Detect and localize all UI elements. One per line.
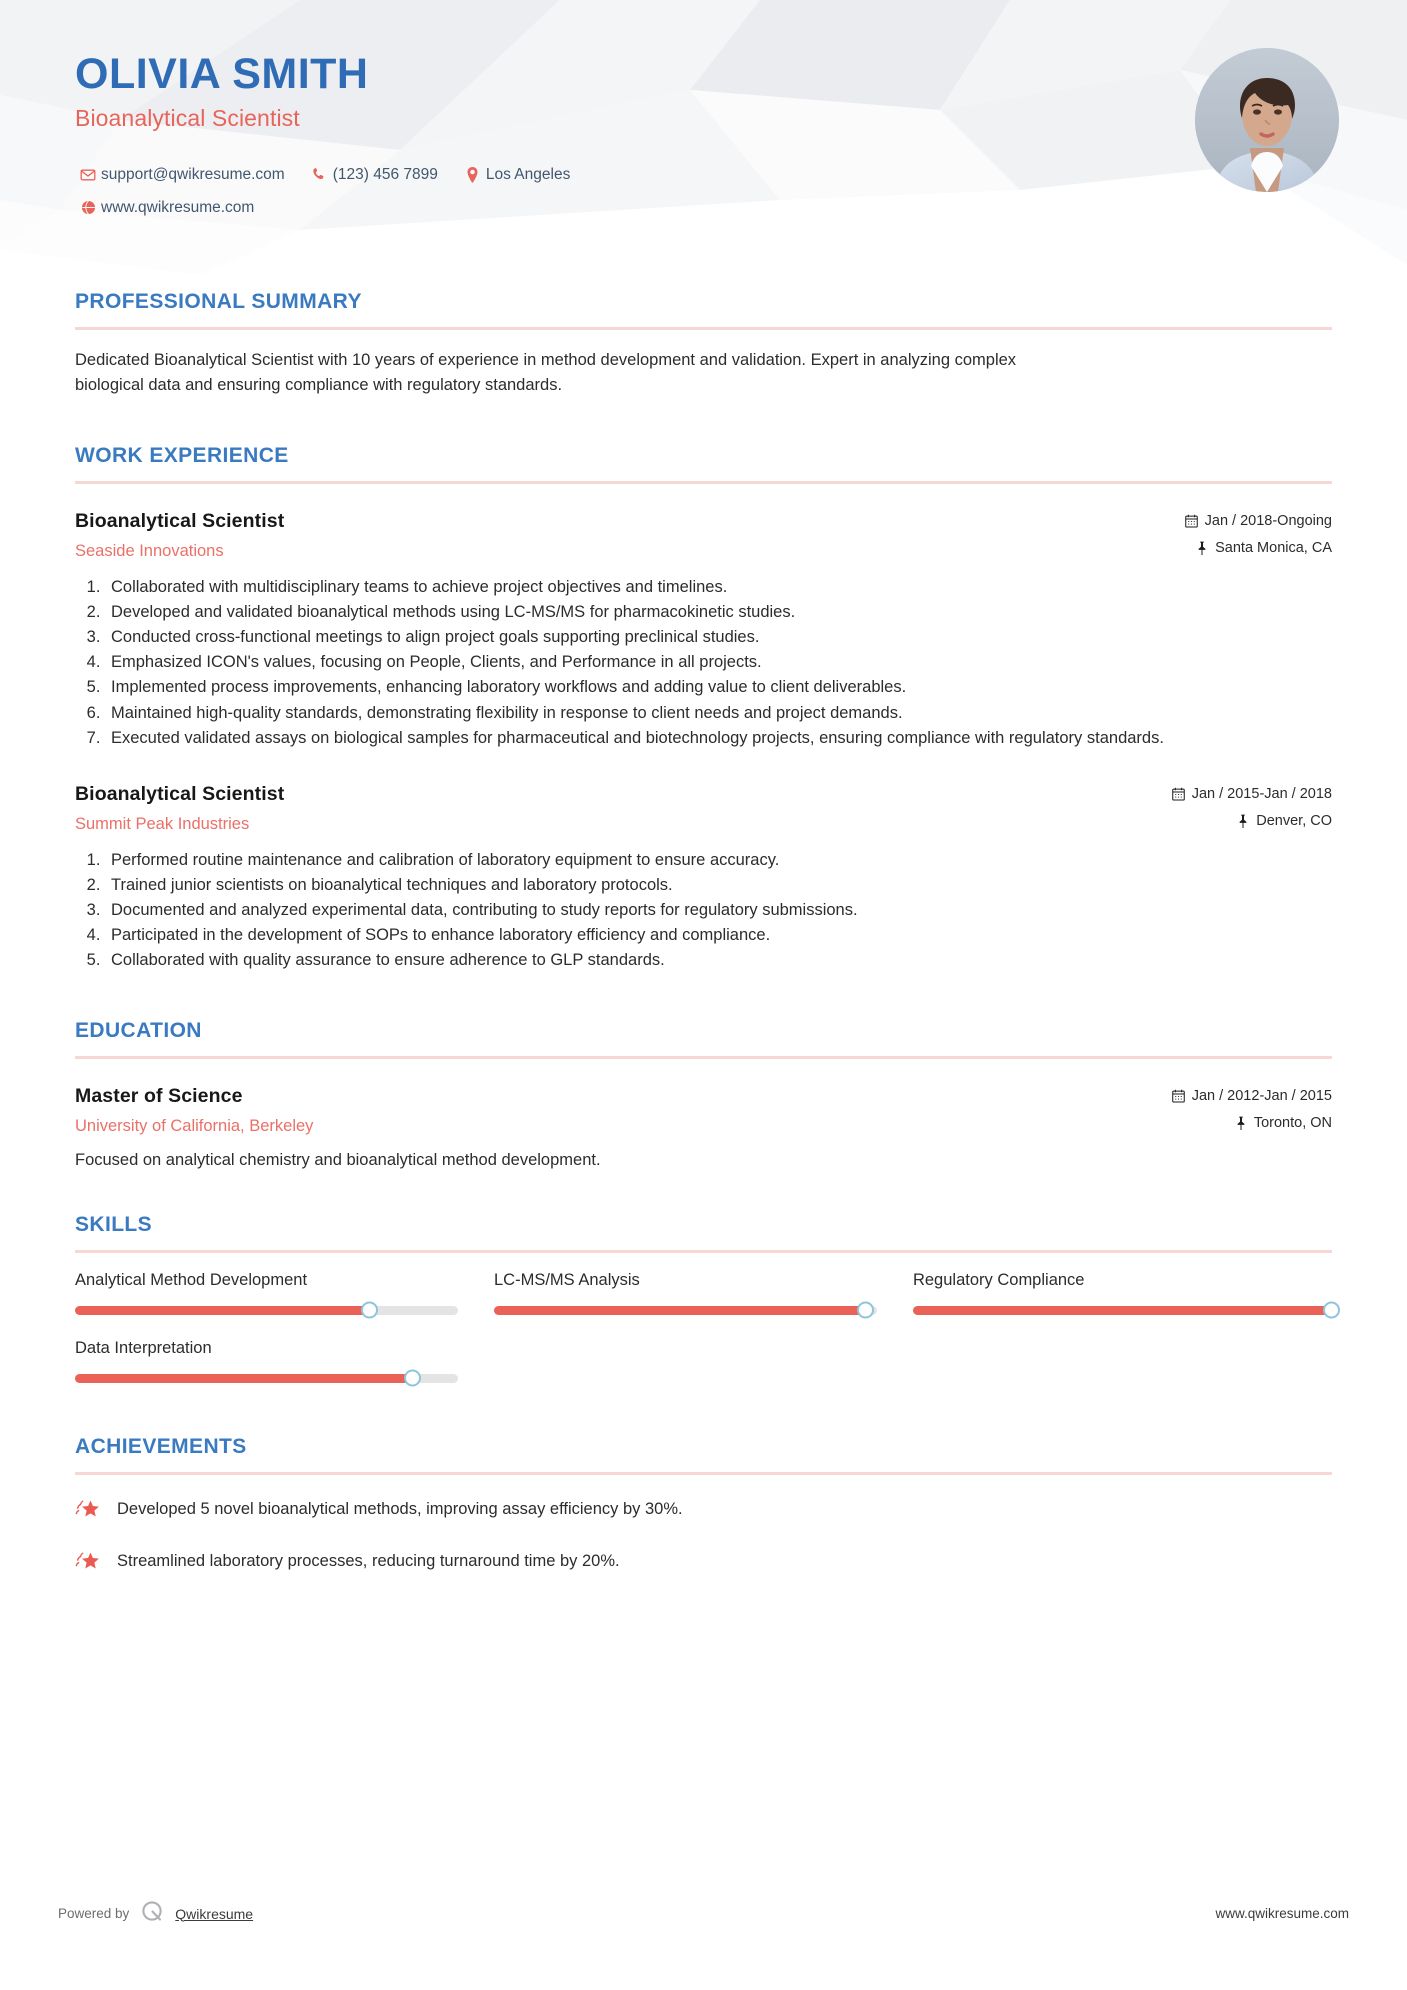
job-location xyxy=(1185,540,1332,556)
section-divider xyxy=(75,1472,1332,1475)
achievement-text: Streamlined laboratory processes, reducing turnaround time by 20%. xyxy=(117,1551,620,1570)
qwikresume-logo-icon xyxy=(139,1899,165,1928)
contact-location-text: Los Angeles xyxy=(485,165,571,183)
contact-phone-text: (123) 456 7899 xyxy=(332,165,438,183)
job-bullet: 5. Implemented process improvements, enhancing laboratory workflows and adding value to client deliverables. xyxy=(105,675,1332,700)
work-entry xyxy=(75,510,1332,751)
section-title-education: EDUCATION xyxy=(75,1019,202,1043)
skill-slider-knob[interactable] xyxy=(857,1302,874,1319)
section-divider xyxy=(75,1056,1332,1059)
skill-slider-knob[interactable] xyxy=(404,1370,421,1387)
section-title-work: WORK EXPERIENCE xyxy=(75,444,289,468)
skill-label: LC-MS/MS Analysis xyxy=(493,1270,640,1289)
skill-item xyxy=(75,1339,494,1383)
education-dates xyxy=(1172,1088,1332,1104)
skill-slider-fill xyxy=(75,1306,370,1315)
spacer xyxy=(75,1173,1332,1213)
education-entry-left xyxy=(75,1085,1172,1136)
skill-item xyxy=(913,1271,1332,1315)
skill-slider[interactable] xyxy=(494,1306,877,1315)
job-dates-text: Jan / 2018-Ongoing xyxy=(1204,513,1332,530)
contact-row-secondary xyxy=(75,191,1407,224)
profile-photo xyxy=(1195,48,1339,192)
job-bullet: 1. Performed routine maintenance and calibration of laboratory equipment to ensure accuracy. xyxy=(105,848,1332,873)
skill-slider-knob[interactable] xyxy=(361,1302,378,1319)
envelope-icon xyxy=(75,167,101,183)
achievement-item xyxy=(75,1497,1332,1527)
contact-row-primary xyxy=(75,158,1407,191)
skill-slider-knob[interactable] xyxy=(1323,1302,1340,1319)
work-entry-left xyxy=(75,783,1172,834)
contact-email-text: support@qwikresume.com xyxy=(101,165,285,183)
candidate-name: OLIVIA SMITH xyxy=(75,50,369,98)
section-divider xyxy=(75,327,1332,330)
work-entry xyxy=(75,783,1332,973)
job-title: Bioanalytical Scientist xyxy=(75,510,285,533)
section-education xyxy=(75,1019,1332,1173)
job-dates xyxy=(1185,513,1332,529)
job-bullet: 4. Emphasized ICON's values, focusing on People, Clients, and Performance in all projects. xyxy=(105,650,1332,675)
job-bullet: 3. Documented and analyzed experimental data, contributing to study reports for regulatory submissions. xyxy=(105,898,1332,923)
section-divider xyxy=(75,1250,1332,1253)
calendar-icon xyxy=(1185,514,1198,528)
section-title-achievements: ACHIEVEMENTS xyxy=(75,1434,247,1458)
spacer xyxy=(75,1407,1332,1435)
job-bullet: 4. Participated in the development of SOPs to enhance laboratory efficiency and compliance. xyxy=(105,923,1332,948)
map-pin-icon xyxy=(460,167,486,183)
section-skills xyxy=(75,1213,1332,1407)
contact-phone[interactable] xyxy=(307,166,438,184)
skill-label: Data Interpretation xyxy=(75,1338,212,1357)
education-location xyxy=(1172,1115,1332,1131)
skill-slider[interactable] xyxy=(75,1374,458,1383)
skill-slider-fill xyxy=(75,1374,412,1383)
powered-by-label: Powered by xyxy=(58,1906,130,1921)
job-bullet: 5. Collaborated with quality assurance to ensure adherence to GLP standards. xyxy=(105,948,1332,973)
skill-item xyxy=(494,1271,913,1315)
job-bullet-list xyxy=(75,575,1332,751)
skill-slider-fill xyxy=(913,1306,1332,1315)
section-achievements xyxy=(75,1435,1332,1579)
job-dates-text: Jan / 2015-Jan / 2018 xyxy=(1191,785,1332,802)
skills-grid xyxy=(75,1271,1332,1407)
achievement-list xyxy=(75,1497,1332,1579)
work-entry-header xyxy=(75,510,1332,561)
qwikresume-brand-link[interactable]: Qwikresume xyxy=(175,1905,254,1922)
spacer xyxy=(75,973,1332,1019)
contact-email[interactable] xyxy=(75,166,285,184)
avatar xyxy=(1195,48,1339,192)
education-location-text: Toronto, ON xyxy=(1253,1115,1332,1132)
company-name: Summit Peak Industries xyxy=(75,814,250,833)
job-bullet: 6. Maintained high-quality standards, demonstrating flexibility in response to client needs and project demands. xyxy=(105,701,1332,726)
spacer xyxy=(75,398,1332,444)
shooting-star-icon xyxy=(75,1497,103,1527)
education-dates-text: Jan / 2012-Jan / 2015 xyxy=(1191,1088,1332,1105)
summary-text: Dedicated Bioanalytical Scientist with 10 years of experience in method development and validation. Expert in analyzing complex biological data and ensuring compliance with regulatory standards. xyxy=(75,351,1017,395)
shooting-star-icon xyxy=(75,1549,103,1579)
contact-website-text: www.qwikresume.com xyxy=(101,198,255,216)
contact-info xyxy=(75,158,1407,224)
section-professional-summary xyxy=(75,290,1332,398)
job-bullet: 3. Conducted cross-functional meetings to align project goals supporting preclinical studies. xyxy=(105,625,1332,650)
education-entry xyxy=(75,1085,1332,1173)
job-bullet: 2. Trained junior scientists on bioanalytical techniques and laboratory protocols. xyxy=(105,873,1332,898)
calendar-icon xyxy=(1172,787,1185,801)
school-name: University of California, Berkeley xyxy=(75,1117,314,1136)
resume-header xyxy=(0,0,1407,290)
education-entry-meta xyxy=(1172,1085,1332,1131)
globe-icon xyxy=(75,200,101,215)
section-work-experience xyxy=(75,444,1332,973)
degree-title: Master of Science xyxy=(75,1085,243,1108)
powered-by xyxy=(58,1899,253,1928)
contact-location xyxy=(460,166,570,184)
pushpin-icon xyxy=(1237,814,1249,828)
job-title: Bioanalytical Scientist xyxy=(75,782,285,805)
job-dates xyxy=(1172,786,1332,802)
achievement-text: Developed 5 novel bioanalytical methods, improving assay efficiency by 30%. xyxy=(117,1499,683,1518)
skill-label: Analytical Method Development xyxy=(75,1270,308,1289)
pushpin-icon xyxy=(1235,1116,1247,1130)
work-entry-meta xyxy=(1185,510,1332,556)
job-location-text: Denver, CO xyxy=(1256,812,1332,829)
education-note: Focused on analytical chemistry and bioanalytical method development. xyxy=(75,1151,601,1170)
company-name: Seaside Innovations xyxy=(75,542,224,561)
work-entry-left xyxy=(75,510,1185,561)
skill-slider[interactable] xyxy=(75,1306,458,1315)
pushpin-icon xyxy=(1196,541,1208,555)
phone-icon xyxy=(307,167,333,182)
achievement-item xyxy=(75,1549,1332,1579)
job-bullet: 2. Developed and validated bioanalytical methods using LC-MS/MS for pharmacokinetic studies. xyxy=(105,600,1332,625)
job-location xyxy=(1172,813,1332,829)
education-entry-header xyxy=(75,1085,1332,1136)
work-entry-meta xyxy=(1172,783,1332,829)
skill-item xyxy=(75,1271,494,1315)
job-bullet-list xyxy=(75,848,1332,973)
skill-slider-fill xyxy=(494,1306,865,1315)
resume-footer xyxy=(0,1899,1407,1928)
job-bullet: 7. Executed validated assays on biological samples for pharmaceutical and biotechnology projects, ensuring compliance with regulatory standards. xyxy=(105,726,1332,751)
job-bullet: 1. Collaborated with multidisciplinary teams to achieve project objectives and timelines. xyxy=(105,575,1332,600)
resume-body xyxy=(0,290,1407,1579)
job-location-text: Santa Monica, CA xyxy=(1215,540,1332,557)
footer-url[interactable]: www.qwikresume.com xyxy=(1215,1906,1349,1921)
skill-slider[interactable] xyxy=(913,1306,1332,1315)
section-title-skills: SKILLS xyxy=(75,1212,153,1236)
work-entry-header xyxy=(75,783,1332,834)
section-title-summary: PROFESSIONAL SUMMARY xyxy=(75,290,362,313)
candidate-role: Bioanalytical Scientist xyxy=(75,105,300,132)
calendar-icon xyxy=(1172,1089,1185,1103)
skill-label: Regulatory Compliance xyxy=(912,1270,1085,1289)
section-divider xyxy=(75,481,1332,484)
contact-website[interactable] xyxy=(75,199,254,217)
